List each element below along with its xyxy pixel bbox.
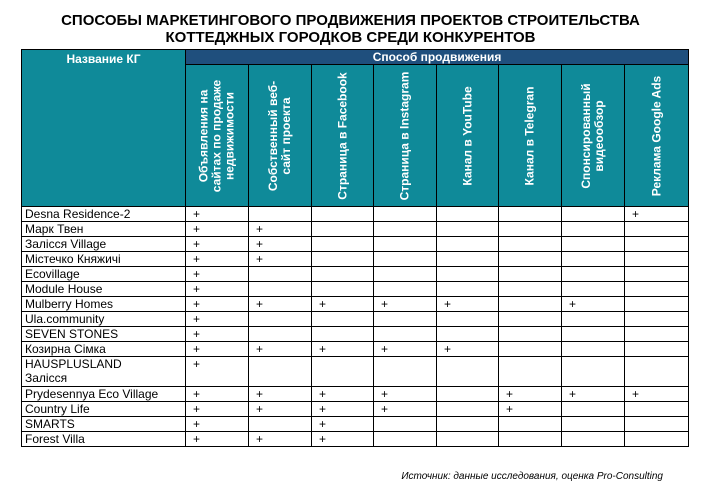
mark-cell: + (499, 402, 562, 417)
mark-cell (374, 327, 437, 342)
mark-cell (437, 432, 499, 447)
table-row (22, 252, 689, 267)
mark-cell: + (186, 327, 249, 342)
project-name: Козирна Сімка (22, 342, 186, 357)
mark-cell (499, 432, 562, 447)
table-row (22, 402, 689, 417)
mark-cell: + (186, 312, 249, 327)
mark-cell: + (186, 297, 249, 312)
page-title (0, 12, 701, 46)
mark-cell: + (312, 387, 374, 402)
mark-cell: + (249, 342, 312, 357)
mark-cell (374, 417, 437, 432)
table-row (22, 417, 689, 432)
mark-cell: + (249, 297, 312, 312)
mark-cell: + (562, 297, 625, 312)
mark-cell (625, 432, 689, 447)
mark-cell: + (186, 387, 249, 402)
mark-cell (312, 207, 374, 222)
mark-cell (437, 327, 499, 342)
promotion-table (21, 49, 689, 447)
mark-cell (499, 282, 562, 297)
mark-cell: + (312, 432, 374, 447)
mark-cell: + (437, 342, 499, 357)
mark-cell: + (562, 387, 625, 402)
mark-cell (562, 312, 625, 327)
mark-cell (374, 432, 437, 447)
mark-cell: + (186, 342, 249, 357)
project-name: Country Life (22, 402, 186, 417)
mark-cell (437, 207, 499, 222)
mark-cell (249, 312, 312, 327)
mark-cell (249, 417, 312, 432)
mark-cell (312, 282, 374, 297)
title-line-2: КОТТЕДЖНЫХ ГОРОДКОВ СРЕДИ КОНКУРЕНТОВ (165, 29, 536, 46)
mark-cell (499, 222, 562, 237)
mark-cell (312, 222, 374, 237)
mark-cell (625, 282, 689, 297)
project-name: Prydesennya Eco Village (22, 387, 186, 402)
mark-cell (625, 267, 689, 282)
mark-cell (499, 297, 562, 312)
mark-cell (437, 222, 499, 237)
table-row (22, 357, 689, 387)
mark-cell (562, 222, 625, 237)
mark-cell (374, 237, 437, 252)
mark-cell: + (249, 402, 312, 417)
mark-cell (249, 282, 312, 297)
mark-cell (562, 282, 625, 297)
mark-cell: + (186, 282, 249, 297)
table-row (22, 342, 689, 357)
mark-cell (625, 237, 689, 252)
mark-cell (437, 312, 499, 327)
project-name: SMARTS (22, 417, 186, 432)
mark-cell (625, 312, 689, 327)
mark-cell: + (437, 297, 499, 312)
table-row (22, 207, 689, 222)
table-row (22, 297, 689, 312)
mark-cell (499, 252, 562, 267)
mark-cell: + (186, 267, 249, 282)
project-name: Forest Villa (22, 432, 186, 447)
mark-cell (499, 237, 562, 252)
mark-cell: + (312, 342, 374, 357)
mark-cell (625, 357, 689, 387)
project-name: Desna Residence-2 (22, 207, 186, 222)
mark-cell (499, 312, 562, 327)
mark-cell (312, 267, 374, 282)
table-row (22, 312, 689, 327)
mark-cell (437, 237, 499, 252)
mark-cell (562, 327, 625, 342)
mark-cell (625, 417, 689, 432)
mark-cell (499, 342, 562, 357)
mark-cell (437, 357, 499, 387)
mark-cell: + (312, 402, 374, 417)
table-row (22, 237, 689, 252)
mark-cell: + (186, 207, 249, 222)
mark-cell (562, 432, 625, 447)
mark-cell: + (186, 252, 249, 267)
mark-cell: + (374, 342, 437, 357)
mark-cell (499, 417, 562, 432)
mark-cell: + (249, 432, 312, 447)
mark-cell: + (374, 402, 437, 417)
project-name: Марк Твен (22, 222, 186, 237)
header-group: Способ продвижения (186, 50, 689, 65)
mark-cell (374, 282, 437, 297)
mark-cell (562, 252, 625, 267)
mark-cell (562, 237, 625, 252)
mark-cell (374, 207, 437, 222)
mark-cell: + (312, 297, 374, 312)
header-method-website: Собственный веб-сайт проекта (249, 65, 312, 207)
mark-cell (437, 417, 499, 432)
project-name: Залісся Village (22, 237, 186, 252)
mark-cell: + (186, 357, 249, 387)
mark-cell: + (186, 237, 249, 252)
table-row (22, 282, 689, 297)
mark-cell (312, 327, 374, 342)
mark-cell: + (312, 417, 374, 432)
mark-cell (437, 402, 499, 417)
table-row (22, 327, 689, 342)
mark-cell (562, 417, 625, 432)
mark-cell: + (374, 297, 437, 312)
mark-cell (562, 402, 625, 417)
mark-cell (374, 312, 437, 327)
mark-cell (499, 357, 562, 387)
project-name: Містечко Княжичі (22, 252, 186, 267)
mark-cell (374, 222, 437, 237)
mark-cell (249, 357, 312, 387)
project-name: Ecovillage (22, 267, 186, 282)
mark-cell: + (249, 222, 312, 237)
source-note: Источник: данные исследования, оценка Pro-Consulting (401, 471, 663, 482)
header-method-video-review: Спонсированный видеообзор (562, 65, 625, 207)
mark-cell: + (249, 237, 312, 252)
table-row (22, 222, 689, 237)
mark-cell (312, 357, 374, 387)
mark-cell: + (186, 222, 249, 237)
mark-cell (312, 252, 374, 267)
mark-cell (499, 207, 562, 222)
mark-cell: + (249, 252, 312, 267)
mark-cell (625, 342, 689, 357)
table-row (22, 432, 689, 447)
mark-cell (499, 327, 562, 342)
mark-cell (562, 342, 625, 357)
mark-cell (312, 312, 374, 327)
mark-cell (249, 207, 312, 222)
mark-cell (625, 222, 689, 237)
mark-cell (437, 282, 499, 297)
header-method-telegram: Канал в Telegran (499, 65, 562, 207)
project-name: Ula.community (22, 312, 186, 327)
mark-cell (625, 297, 689, 312)
mark-cell (437, 387, 499, 402)
mark-cell (562, 267, 625, 282)
project-name: SEVEN STONES (22, 327, 186, 342)
mark-cell: + (186, 417, 249, 432)
header-method-youtube: Канал в YouTube (437, 65, 499, 207)
mark-cell: + (625, 207, 689, 222)
mark-cell: + (249, 387, 312, 402)
mark-cell (374, 267, 437, 282)
mark-cell: + (625, 387, 689, 402)
header-method-instagram: Страница в Instagram (374, 65, 437, 207)
mark-cell (437, 252, 499, 267)
header-name: Название КГ (22, 50, 186, 207)
mark-cell (249, 327, 312, 342)
header-method-google-ads: Реклама Google Ads (625, 65, 689, 207)
mark-cell (499, 267, 562, 282)
mark-cell (374, 252, 437, 267)
mark-cell (249, 267, 312, 282)
mark-cell: + (186, 402, 249, 417)
header-method-listings: Объявления на сайтах по продаже недвижимости (186, 65, 249, 207)
mark-cell (437, 267, 499, 282)
mark-cell: + (499, 387, 562, 402)
project-name: Module House (22, 282, 186, 297)
mark-cell (312, 237, 374, 252)
table-row (22, 387, 689, 402)
mark-cell: + (374, 387, 437, 402)
project-name: Mulberry Homes (22, 297, 186, 312)
mark-cell (625, 327, 689, 342)
mark-cell (625, 402, 689, 417)
mark-cell (562, 357, 625, 387)
mark-cell (625, 252, 689, 267)
header-method-facebook: Страница в Facebook (312, 65, 374, 207)
mark-cell (562, 207, 625, 222)
mark-cell: + (186, 432, 249, 447)
title-line-1: СПОСОБЫ МАРКЕТИНГОВОГО ПРОДВИЖЕНИЯ ПРОЕКТОВ СТРОИТЕЛЬСТВА (61, 12, 640, 29)
table-row (22, 267, 689, 282)
project-name: HAUSPLUSLAND Залісся (22, 357, 186, 387)
mark-cell (374, 357, 437, 387)
